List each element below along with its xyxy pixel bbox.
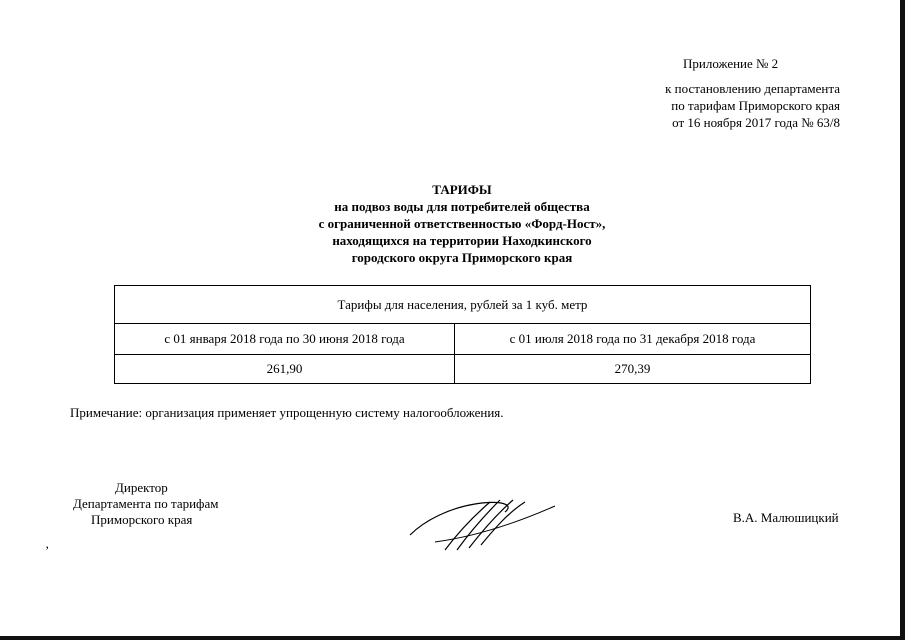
title-heading: ТАРИФЫ bbox=[432, 182, 492, 197]
decree-line: к постановлению департамента bbox=[665, 81, 840, 96]
appendix-label: Приложение № 2 bbox=[683, 56, 779, 71]
table-header-cell: Тарифы для населения, рублей за 1 куб. метр bbox=[115, 286, 811, 324]
decree-line: от 16 ноября 2017 года № 63/8 bbox=[672, 115, 840, 130]
position-line: Директор bbox=[115, 480, 168, 495]
decree-line: по тарифам Приморского края bbox=[671, 98, 840, 113]
note-text: Примечание: организация применяет упрощенную систему налогообложения. bbox=[70, 405, 504, 420]
signatory-position bbox=[70, 480, 218, 528]
document-title bbox=[212, 181, 712, 266]
title-line: на подвоз воды для потребителей общества bbox=[334, 199, 590, 214]
tariff-table bbox=[114, 285, 811, 384]
handwritten-signature bbox=[405, 490, 565, 560]
title-line: находящихся на территории Находкинского bbox=[332, 233, 592, 248]
signatory-name: В.А. Малюшицкий bbox=[733, 510, 839, 525]
scan-frame-bottom bbox=[0, 636, 905, 640]
tariff-value-cell: 261,90 bbox=[115, 355, 455, 384]
table-row bbox=[115, 286, 811, 324]
table-row bbox=[115, 355, 811, 384]
position-line: Приморского края bbox=[91, 512, 193, 527]
tariff-value-cell: 270,39 bbox=[455, 355, 811, 384]
scan-frame-right bbox=[900, 0, 905, 640]
decree-reference bbox=[600, 80, 840, 131]
period-cell: с 01 января 2018 года по 30 июня 2018 года bbox=[115, 324, 455, 355]
period-cell: с 01 июля 2018 года по 31 декабря 2018 года bbox=[455, 324, 811, 355]
stray-mark: ‚ bbox=[45, 536, 50, 551]
table-row bbox=[115, 324, 811, 355]
position-line: Департамента по тарифам bbox=[73, 496, 219, 511]
title-line: городского округа Приморского края bbox=[351, 250, 573, 265]
title-line: с ограниченной ответственностью «Форд-Ност», bbox=[318, 216, 606, 231]
